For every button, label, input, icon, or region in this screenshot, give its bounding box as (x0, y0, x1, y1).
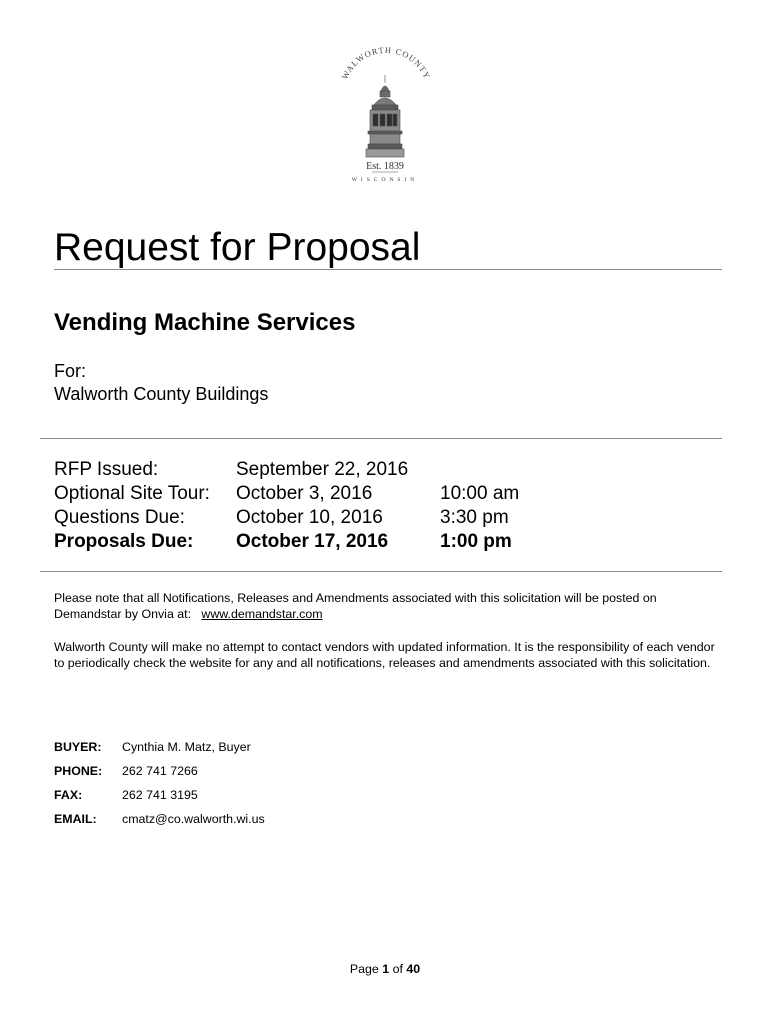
demandstar-link[interactable]: www.demandstar.com (201, 607, 323, 621)
schedule-date: September 22, 2016 (236, 459, 409, 480)
title-divider (54, 269, 722, 270)
seal-arc-text: WALWORTH COUNTY (339, 45, 433, 81)
schedule-label: RFP Issued: (54, 459, 159, 480)
schedule-time: 10:00 am (440, 483, 520, 504)
schedule-time: 1:00 pm (440, 531, 512, 552)
contact-value: Cynthia M. Matz, Buyer (122, 740, 251, 754)
contact-label: PHONE: (54, 764, 103, 778)
for-label: For: (54, 361, 87, 381)
of-word: of (392, 962, 403, 976)
demandstar-notice-text: Please note that all Notifications, Releases and Amendments associated with this solicitation will be posted on Demandstar by Onvia at: (54, 591, 657, 621)
contact-email[interactable]: cmatz@co.walworth.wi.us (122, 812, 265, 826)
seal-established-text: Est. 1839 (366, 161, 404, 172)
schedule-time: 3:30 pm (440, 507, 509, 528)
vendor-responsibility-notice: Walworth County will make no attempt to contact vendors with updated information. It is the responsibility of each vendor to periodically check the website for any and all notifications, releases and amendments associated with this solicitation. (54, 640, 715, 670)
contact-label: FAX: (54, 788, 83, 802)
page-word: Page (349, 962, 379, 976)
schedule-date: October 3, 2016 (236, 483, 373, 504)
demandstar-notice (54, 590, 722, 622)
document-subtitle: Vending Machine Services (54, 309, 356, 336)
schedule-label: Questions Due: (54, 507, 185, 528)
contact-label: EMAIL: (54, 812, 97, 826)
contact-value: 262 741 3195 (122, 788, 198, 802)
page-footer (0, 961, 770, 977)
document-title: Request for Proposal (54, 226, 421, 269)
schedule-date: October 10, 2016 (236, 507, 383, 528)
section-divider (40, 571, 722, 572)
page-number: 1 (382, 962, 390, 976)
schedule-label: Optional Site Tour: (54, 483, 210, 504)
schedule-date: October 17, 2016 (236, 531, 389, 552)
schedule-label: Proposals Due: (54, 531, 194, 552)
for-value: Walworth County Buildings (54, 384, 269, 404)
page-total: 40 (406, 962, 421, 976)
contact-label: BUYER: (54, 740, 102, 754)
seal-state-text: WISCONSIN (351, 177, 419, 183)
county-seal-logo (330, 45, 440, 185)
svg-text:WALWORTH COUNTY (339, 45, 432, 81)
contact-value: 262 741 7266 (122, 764, 198, 778)
section-divider (40, 438, 722, 439)
